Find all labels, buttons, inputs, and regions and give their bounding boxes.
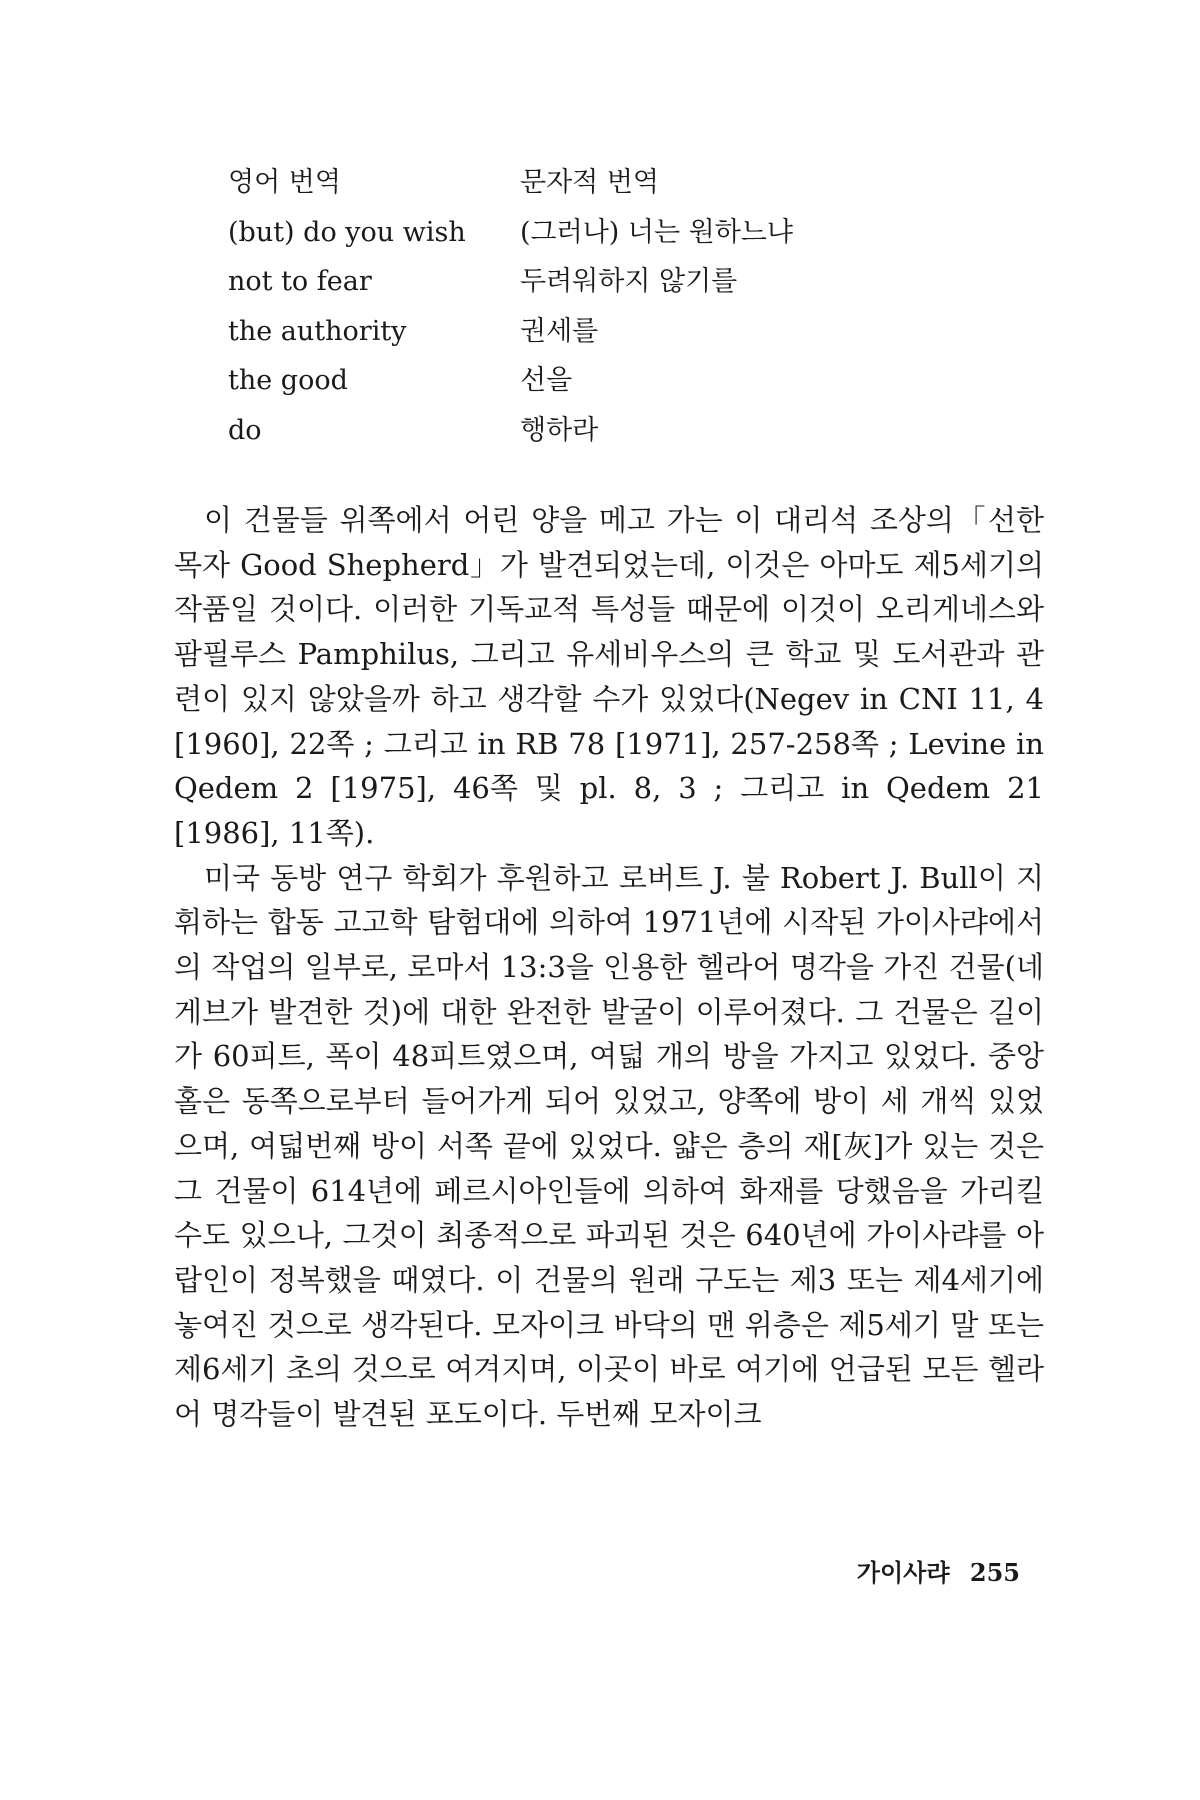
paragraph-excavation: 미국 동방 연구 학회가 후원하고 로버트 J. 불 Robert J. Bull이 지휘하는 합동 고고학 탐험대에 의하여 1971년에 시작된 가이사랴에서의 작업의 일부로, 로마서 13:3을 인용한 헬라어 명각을 가진 건물(네게브가 발견한 것)에 대한 완전한 발굴이 이루어졌다. 그 건물은 길이가 60피트, 폭이 48피트였으며, 여덟 개의 방을 가지고 있었다. 중앙 홀은 동쪽으로부터 들어가게 되어 있었고, 양쪽에 방이 세 개씩 있었으며, 여덟번째 방이 서쪽 끝에 있었다. 얇은 층의 재[灰]가 있는 것은 그 건물이 614년에 페르시아인들에 의하여 화재를 당했음을 가리킬 수도 있으나, 그것이 최종적으로 파괴된 것은 640년에 가이사랴를 아랍인이 정복했을 때였다. 이 건물의 원래 구도는 제3 또는 제4세기에 놓여진 것으로 생각된다. 모자이크 바닥의 맨 위층은 제5세기 말 또는 제6세기 초의 것으로 여겨지며, 이곳이 바로 여기에 언급된 모든 헬라어 명각들이 발견된 포도이다. 두번째 모자이크: [174, 860, 1044, 1432]
english-cell: the authority: [228, 315, 407, 347]
english-cell: the good: [228, 365, 348, 397]
translation-row: [228, 356, 920, 406]
english-cell: do: [228, 414, 262, 446]
english-column-header: 영어 번역: [228, 167, 341, 198]
literal-cell: 행하라: [520, 414, 599, 446]
translation-row: [228, 406, 920, 456]
literal-cell: 선을: [520, 365, 573, 397]
page-footer: [857, 1553, 1020, 1588]
english-cell: (but) do you wish: [228, 216, 466, 248]
literal-cell: 두려워하지 않기를: [520, 266, 738, 298]
translation-row: [228, 307, 920, 357]
body-text: [174, 498, 1044, 1437]
translation-row: [228, 257, 920, 307]
literal-cell: 권세를: [520, 315, 599, 347]
page-number: 255: [969, 1558, 1020, 1587]
literal-cell: (그러나) 너는 원하느냐: [520, 216, 793, 248]
paragraph-good-shepherd: 이 건물들 위쪽에서 어린 양을 메고 가는 이 대리석 조상의「선한 목자 Good Shepherd」가 발견되었는데, 이것은 아마도 제5세기의 작품일 것이다. 이러한 기독교적 특성들 때문에 이것이 오리게네스와 팜필루스 Pamphilus, 그리고 유세비우스의 큰 학교 및 도서관과 관련이 있지 않았을까 하고 생각할 수가 있었다(Negev in CNI 11, 4 [1960], 22쪽 ; 그리고 in RB 78 [1971], 257-258쪽 ; Levine in Qedem 2 [1975], 46쪽 및 pl. 8, 3 ; 그리고 in Qedem 21 [1986], 11쪽).: [174, 503, 1044, 850]
translation-header-row: [228, 158, 920, 208]
english-cell: not to fear: [228, 266, 372, 298]
literal-column-header: 문자적 번역: [520, 167, 659, 198]
translation-table: [228, 158, 920, 456]
running-title: 가이사랴: [856, 1558, 950, 1587]
translation-row: [228, 208, 920, 258]
